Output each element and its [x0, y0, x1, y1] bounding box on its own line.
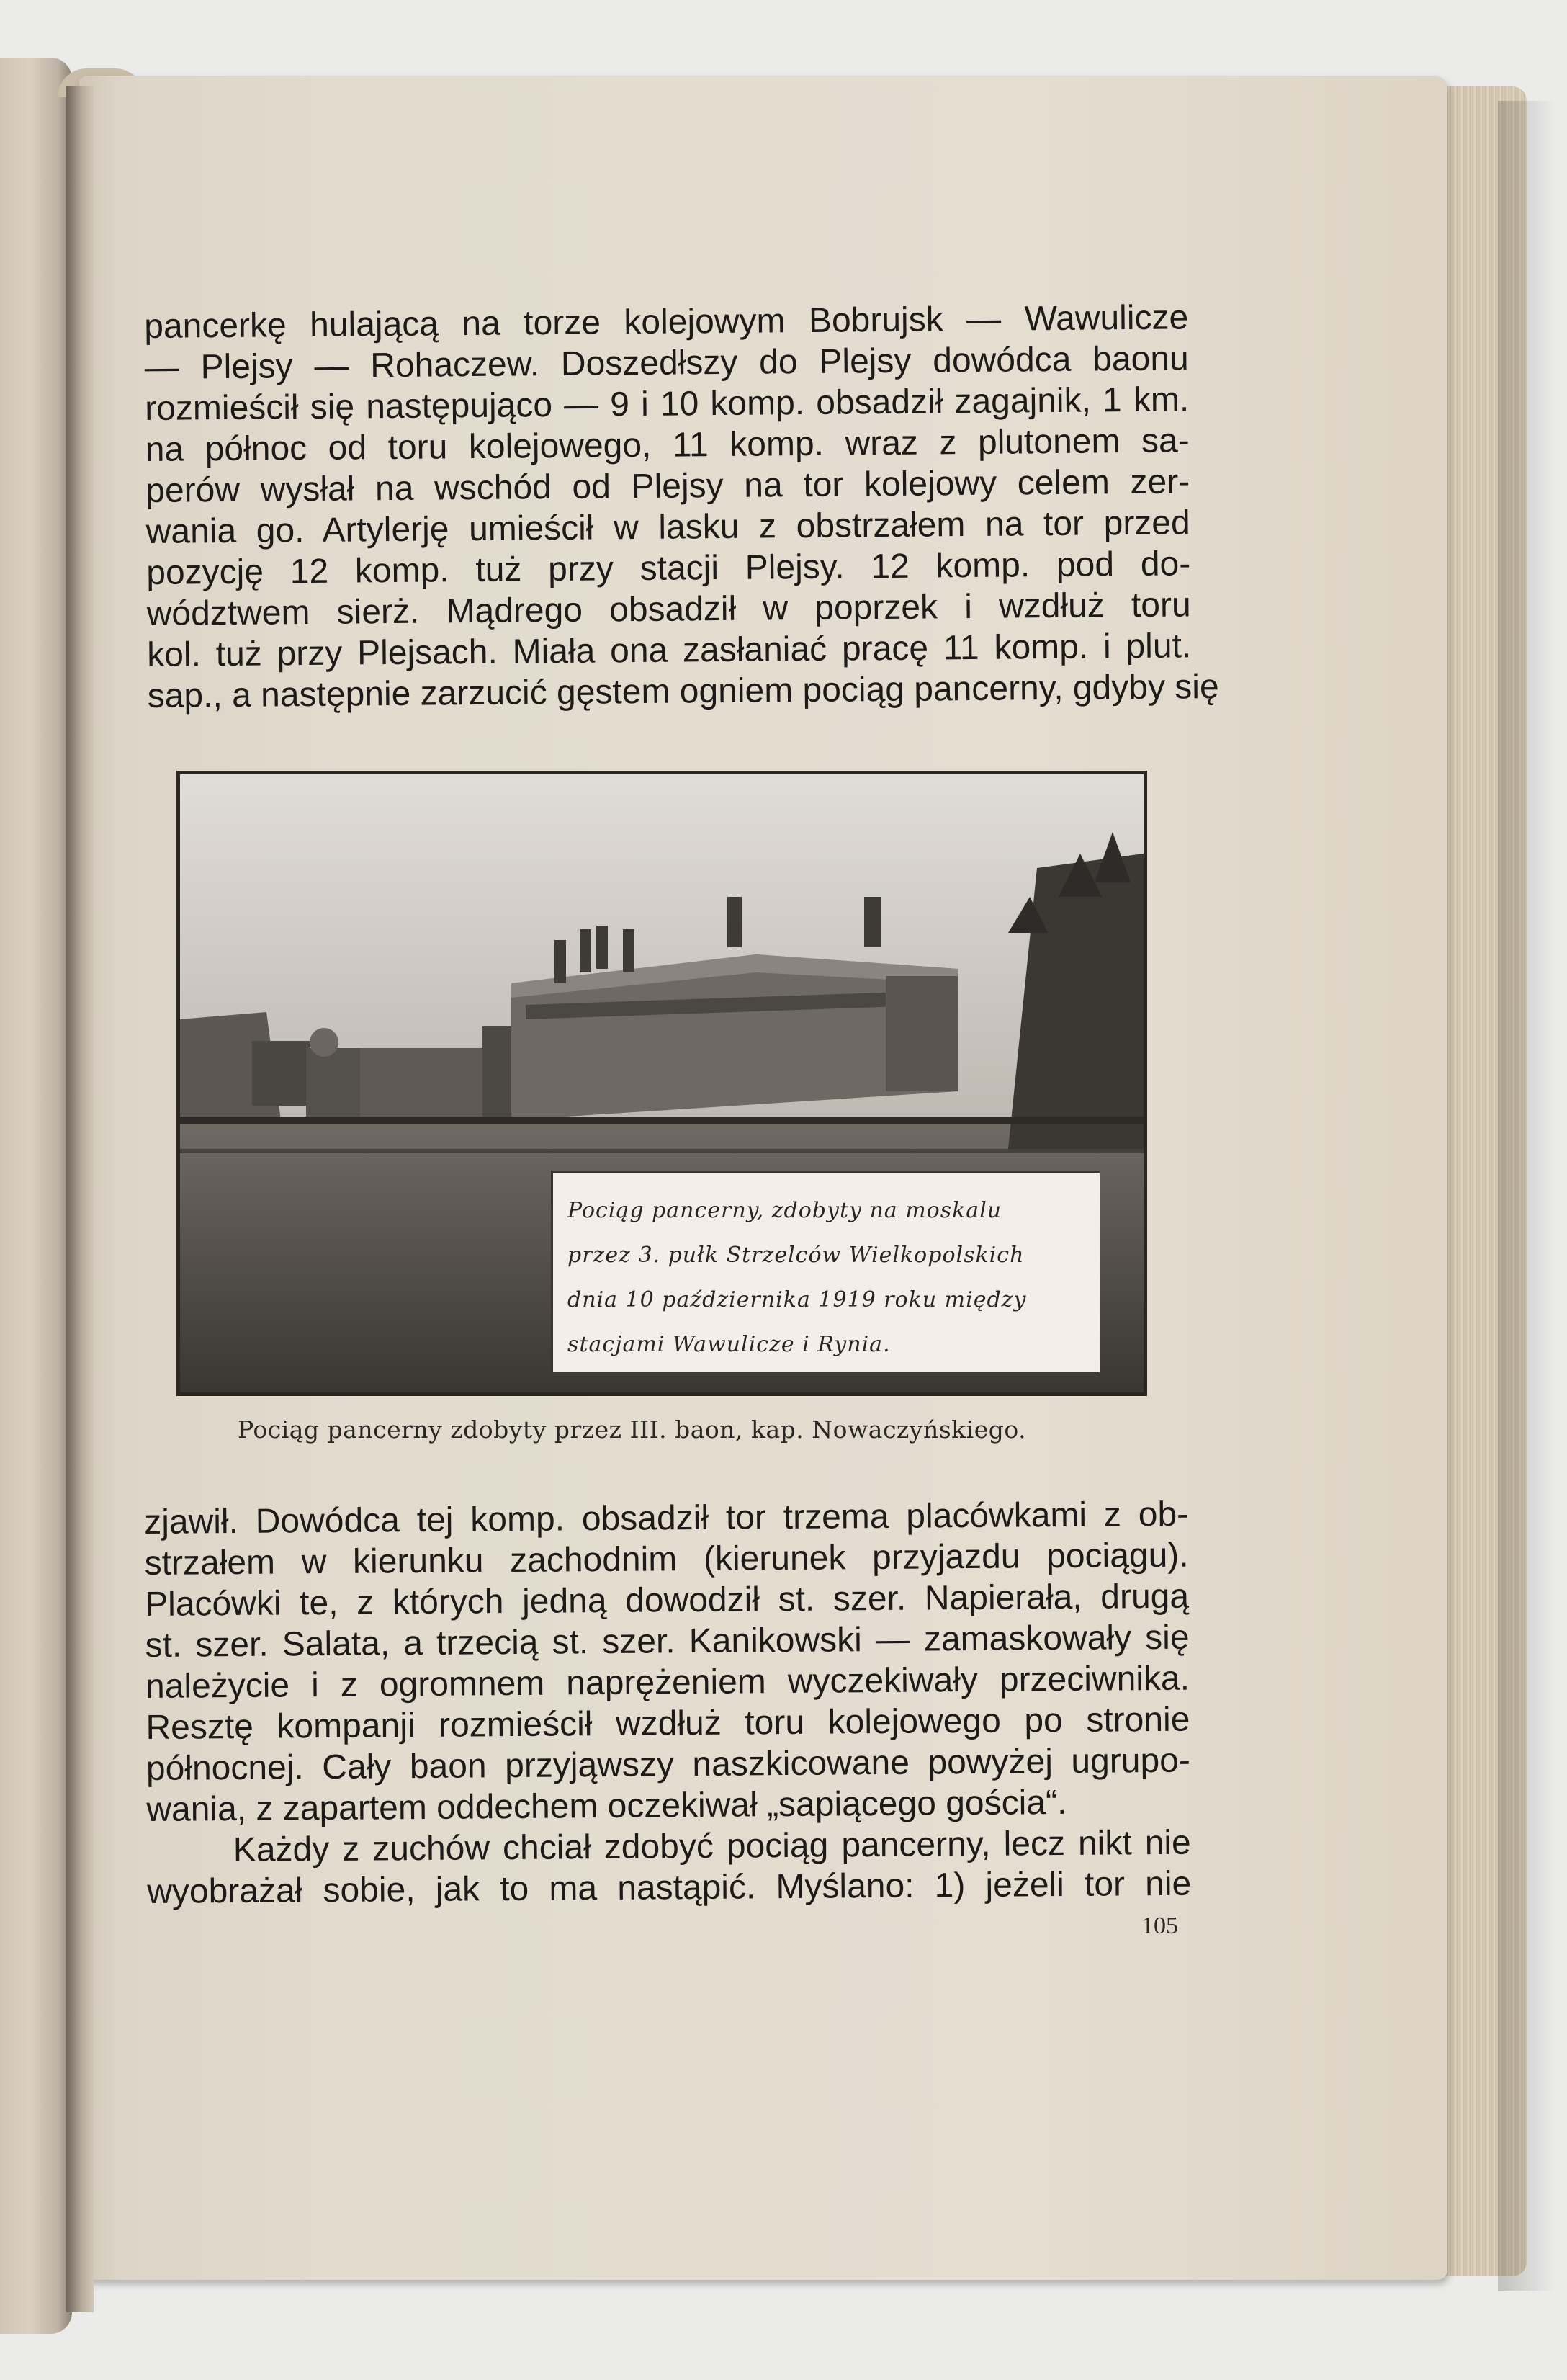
- text-line: st. szer. Salata, a trzecią st. szer. Kanikowski — zamaskowały się: [145, 1618, 1190, 1665]
- text-line: wania go. Artylerję umieścił w lasku z obstrzałem na tor przed: [145, 504, 1190, 551]
- note-line: dnia 10 października 1919 roku między: [567, 1287, 1027, 1312]
- bottom-paragraph: [144, 1494, 1191, 1912]
- book-shadow: [1498, 101, 1555, 2291]
- figure-caption: Pociąg pancerny zdobyty przez III. baon, kap. Nowaczyńskiego.: [238, 1415, 1027, 1444]
- handwritten-note: [551, 1171, 1100, 1372]
- text-line: pozycję 12 komp. tuż przy stacji Plejsy. 12 komp. pod do-: [146, 545, 1191, 592]
- text-line: sap., a następnie zarzucić gęstem ogniem pociąg pancerny, gdyby się: [147, 667, 1219, 715]
- text-line: perów wysłał na wschód od Plejsy na tor kolejowy celem zer-: [145, 462, 1190, 510]
- text-line: wyobrażał sobie, jak to ma nastąpić. Myślano: 1) jeżeli tor nie: [147, 1864, 1192, 1911]
- book-gutter: [66, 86, 94, 2312]
- text-line: Placówki te, z których jedną dowodził st. szer. Napierała, drugą: [144, 1577, 1190, 1624]
- armored-train-photo: [176, 771, 1147, 1396]
- text-line: — Plejsy — Rohaczew. Doszedłszy do Plejsy dowódca baonu: [144, 339, 1189, 387]
- note-line: Pociąg pancerny, zdobyty na moskalu: [567, 1198, 1002, 1223]
- left-page-edge: [0, 58, 72, 2334]
- text-line: północnej. Cały baon przyjąwszy naszkicowane powyżej ugrupo-: [145, 1741, 1191, 1788]
- text-line: wództwem sierż. Mądrego obsadził w poprzek i wzdłuż toru: [146, 586, 1191, 633]
- text-line: kol. tuż przy Plejsach. Miała ona zasłaniać pracę 11 komp. i plut.: [146, 627, 1192, 674]
- note-line: przez 3. pułk Strzelców Wielkopolskich: [567, 1243, 1025, 1268]
- text-line: strzałem w kierunku zachodnim (kierunek przyjazdu pociągu).: [144, 1536, 1189, 1583]
- text-line: zjawił. Dowódca tej komp. obsadził tor trzema placówkami z ob-: [144, 1495, 1189, 1542]
- text-line: należycie i z ogromnem naprężeniem wyczekiwały przeciwnika.: [145, 1659, 1190, 1706]
- note-line: stacjami Wawulicze i Rynia.: [567, 1332, 891, 1357]
- text-line: rozmieścił się następująco — 9 i 10 komp. obsadził zagajnik, 1 km.: [145, 380, 1190, 428]
- text-line: Każdy z zuchów chciał zdobyć pociąg pancerny, lecz nikt nie: [233, 1823, 1191, 1870]
- text-line: na północ od toru kolejowego, 11 komp. wraz z plutonem sa-: [145, 421, 1190, 469]
- text-line: wania, z zapartem oddechem oczekiwał „sapiącego gościa“.: [146, 1783, 1067, 1829]
- text-line: pancerkę hulającą na torze kolejowym Bobrujsk — Wawulicze: [144, 298, 1189, 346]
- text-line: Resztę kompanji rozmieścił wzdłuż toru kolejowego po stronie: [145, 1700, 1190, 1747]
- page-number: 105: [1141, 1912, 1178, 1939]
- top-paragraph: [144, 297, 1219, 717]
